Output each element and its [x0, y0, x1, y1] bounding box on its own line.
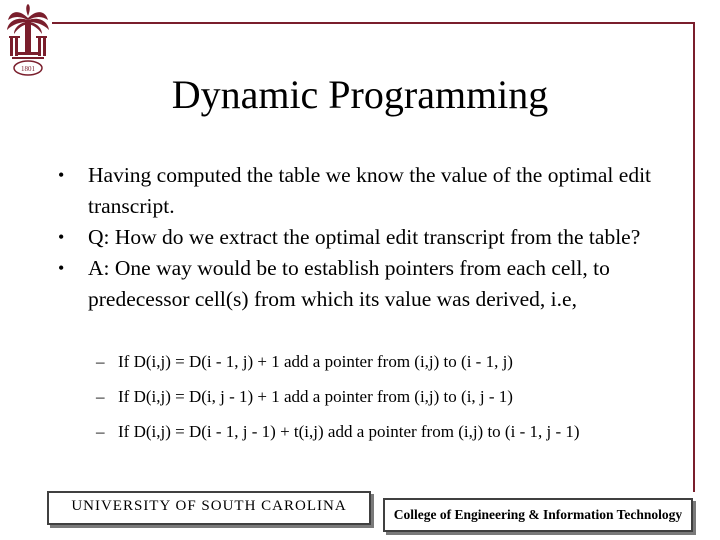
bullet-list — [56, 160, 686, 315]
sub-bullet-item — [96, 422, 696, 457]
sub-bullet-condition: If D(i,j) = D(i, j - 1) + 1 — [118, 387, 280, 406]
sub-bullet-marker: – — [96, 422, 105, 441]
sub-bullet-list — [96, 352, 696, 457]
bullet-item — [56, 222, 686, 253]
sub-bullet-action: add a pointer from (i,j) to (i - 1, j) — [279, 352, 513, 371]
svg-text:1801: 1801 — [21, 65, 35, 73]
bullet-marker: • — [58, 165, 65, 185]
university-name: UNIVERSITY OF SOUTH CAROLINA — [71, 498, 347, 514]
college-name: College of Engineering & Information Technology — [393, 507, 683, 522]
bullet-text: Q: How do we extract the optimal edit transcript from the table? — [88, 225, 641, 249]
frame-top-rule — [22, 22, 695, 24]
college-footer-box — [383, 498, 693, 532]
sub-bullet-action: add a pointer from (i,j) to (i, j - 1) — [279, 387, 513, 406]
bullet-marker: • — [58, 258, 65, 278]
sub-bullet-condition: If D(i,j) = D(i - 1, j - 1) + t(i,j) — [118, 422, 324, 441]
bullet-item — [56, 253, 686, 315]
bullet-text: Having computed the table we know the value of the optimal edit transcript. — [88, 163, 652, 218]
palmetto-seal-icon — [4, 4, 52, 80]
university-footer-box — [47, 491, 371, 525]
sub-bullet-marker: – — [96, 352, 105, 371]
sub-bullet-item — [96, 387, 696, 422]
sub-bullet-action: add a pointer from (i,j) to (i - 1, j - 1) — [323, 422, 580, 441]
bullet-text: A: One way would be to establish pointers from each cell, to predecessor cell(s) from which its value was derived, i.e, — [88, 256, 610, 311]
bullet-item — [56, 160, 686, 222]
sub-bullet-condition: If D(i,j) = D(i - 1, j) + 1 — [118, 352, 280, 371]
slide-title: Dynamic Programming — [171, 72, 549, 117]
sub-bullet-marker: – — [96, 387, 105, 406]
sub-bullet-item — [96, 352, 696, 387]
bullet-marker: • — [58, 227, 65, 247]
